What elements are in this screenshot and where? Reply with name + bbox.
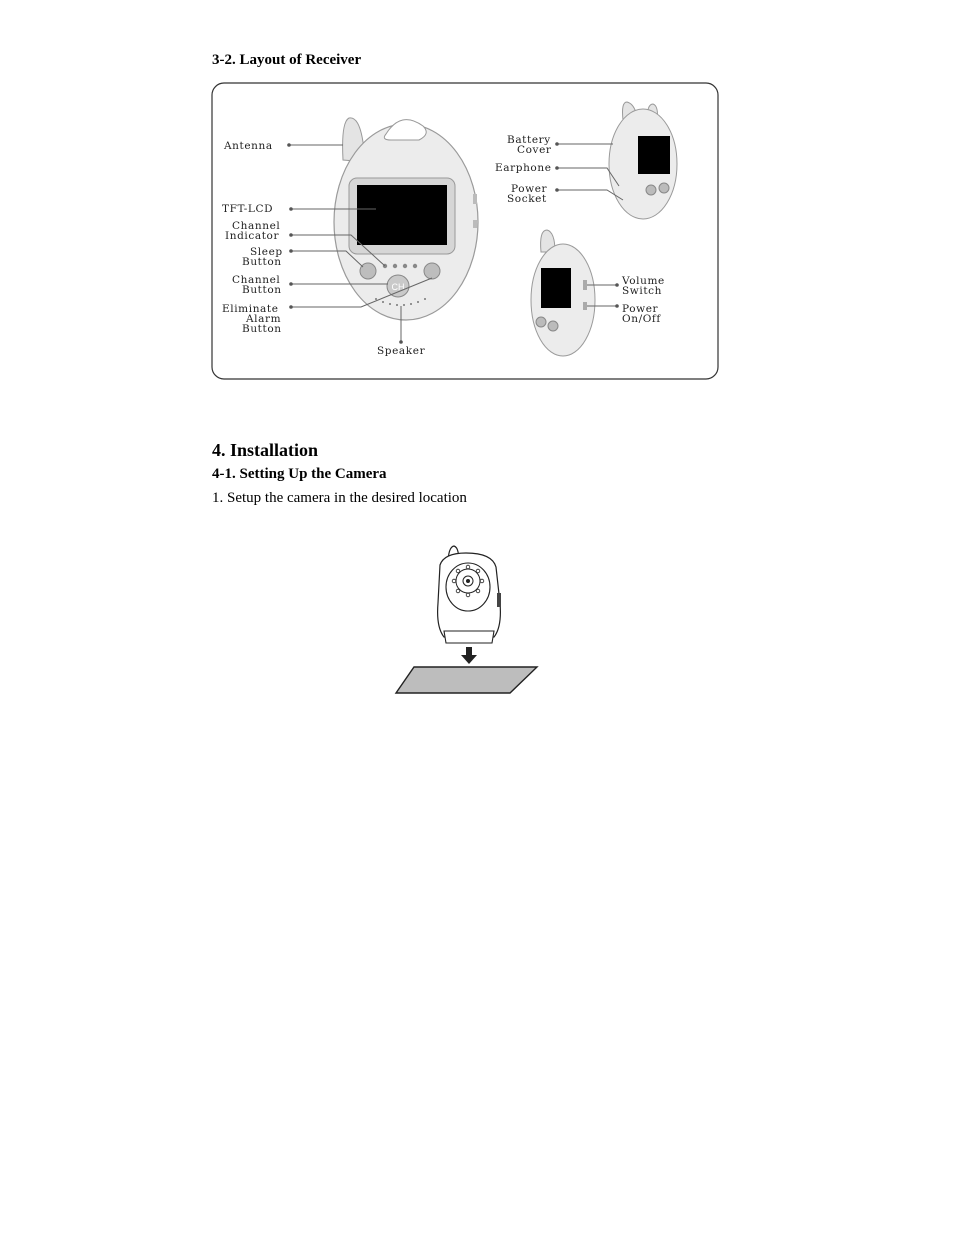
section-heading-installation: 4. Installation — [212, 440, 319, 460]
label-channel-indicator-1: Channel — [232, 220, 281, 232]
ch-button-text: CH — [391, 282, 405, 292]
label-channel-indicator-2: Indicator — [225, 230, 280, 242]
label-power-onoff-1: Power — [622, 303, 659, 315]
section-heading-layout-of-receiver: 3-2. Layout of Receiver — [212, 52, 362, 68]
section-heading-setting-up-camera: 4-1. Setting Up the Camera — [212, 466, 387, 482]
label-channel-button-1: Channel — [232, 274, 281, 286]
label-battery-cover-2: Cover — [517, 144, 552, 156]
side-switch — [473, 194, 477, 204]
label-battery-cover-1: Battery — [507, 134, 551, 146]
camera-lens-center — [466, 579, 470, 583]
channel-led — [413, 264, 417, 268]
mounting-surface — [396, 667, 537, 693]
camera-base — [444, 631, 494, 643]
label-speaker: Speaker — [377, 345, 426, 357]
label-antenna: Antenna — [224, 140, 273, 152]
label-volume-switch-2: Switch — [622, 285, 663, 297]
label-eliminate-alarm-3: Button — [242, 323, 282, 335]
step-1-text: 1. Setup the camera in the desired location — [212, 490, 467, 506]
tft-lcd-screen — [357, 185, 447, 245]
label-power-onoff-2: On/Off — [622, 313, 661, 325]
side-switch — [583, 302, 587, 310]
channel-led — [403, 264, 407, 268]
button-shape — [536, 317, 546, 327]
receiver-layout-figure — [211, 82, 719, 380]
screen — [541, 268, 571, 308]
label-eliminate-alarm-2: Alarm — [246, 313, 282, 325]
label-tft-lcd: TFT-LCD — [222, 203, 274, 215]
screen — [638, 136, 670, 174]
channel-led — [393, 264, 397, 268]
label-sleep-button-1: Sleep — [250, 246, 283, 258]
button-shape — [548, 321, 558, 331]
label-sleep-button-2: Button — [242, 256, 282, 268]
side-switch — [473, 220, 477, 228]
label-volume-switch-1: Volume — [622, 275, 665, 287]
sleep-button-shape — [360, 263, 376, 279]
down-arrow-icon — [461, 647, 477, 664]
camera-setup-figure — [392, 543, 542, 698]
label-power-socket-2: Socket — [507, 193, 547, 205]
label-channel-button-2: Button — [242, 284, 282, 296]
button-shape — [659, 183, 669, 193]
label-eliminate-alarm-1: Eliminate — [222, 303, 279, 315]
side-switch — [583, 280, 587, 290]
button-shape — [646, 185, 656, 195]
label-earphone: Earphone — [495, 162, 552, 174]
eliminate-alarm-shape — [424, 263, 440, 279]
camera-side-switch — [497, 593, 501, 607]
label-power-socket-1: Power — [511, 183, 548, 195]
camera-illustration — [396, 546, 537, 693]
